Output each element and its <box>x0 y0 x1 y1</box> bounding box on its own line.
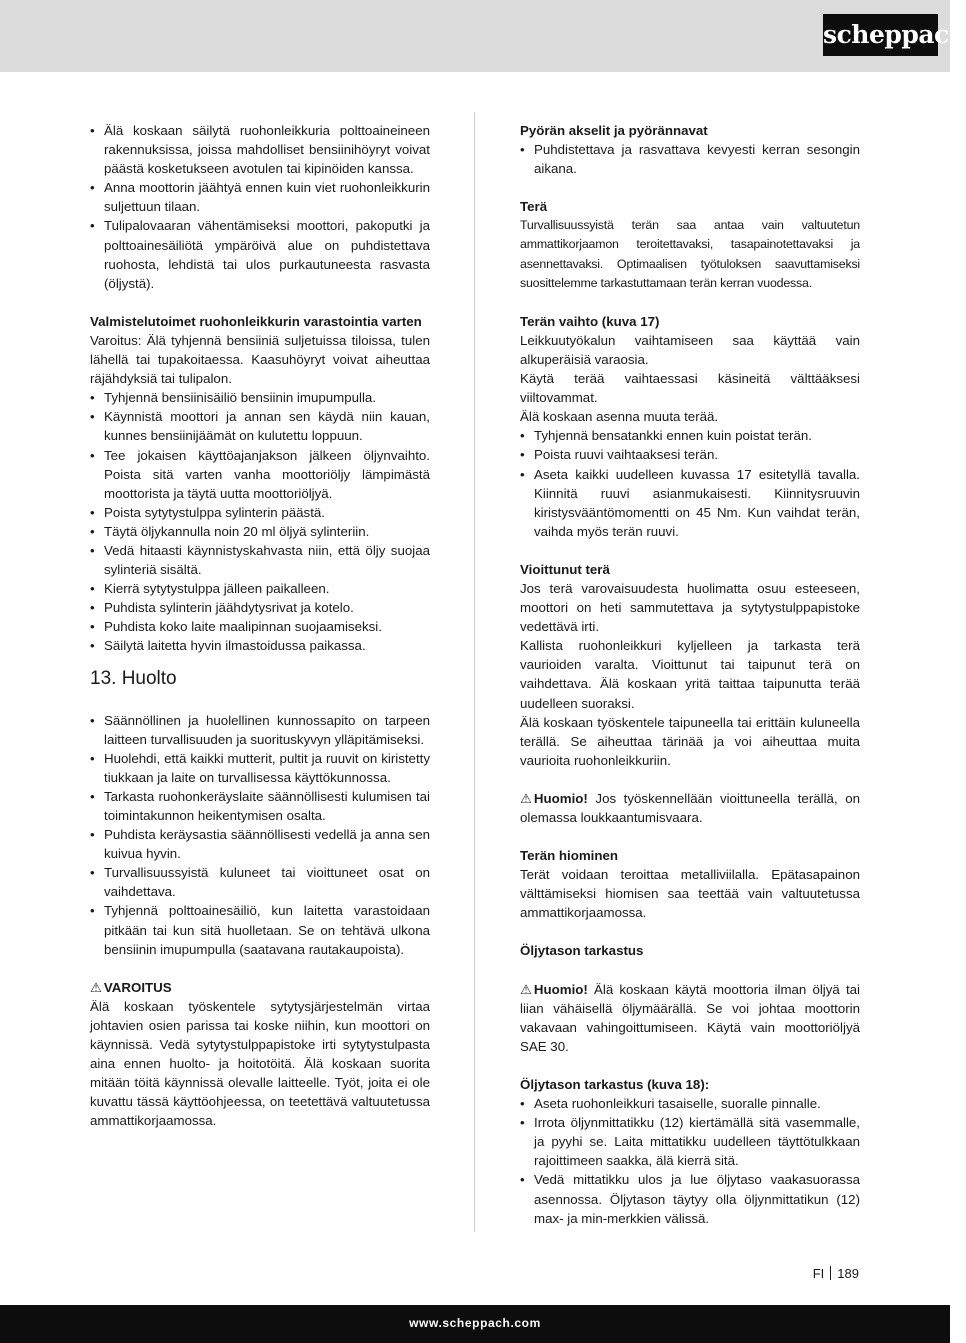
note-label: Huomio! <box>533 790 588 806</box>
list-item: • Älä koskaan säilytä ruohonleikkuria polttoaineineen rakennuksissa, joissa mahdolliset bensiinihöyryt voivat päästä kosketukseen avotulen tai kipinöiden kanssa. <box>90 121 430 178</box>
sharpen-text: Terät voidaan teroittaa metalliviilalla. Epätasapainon välttämiseksi hiomisen saa teettää vain valtuutetussa ammattikorjaamossa. <box>520 867 860 921</box>
note-text: Älä koskaan käytä moottoria ilman öljyä tai liian vähäisellä öljymäärällä. Se voi johtaa moottorin vakavaan vahingoittumiseen. Käytä vain moottoriöljyä SAE 30. <box>520 981 860 1054</box>
note-label: Huomio! <box>533 981 588 997</box>
axles-bullet-list <box>520 140 860 178</box>
note-paragraph <box>520 980 860 1056</box>
page-number-value: 189 <box>837 1266 859 1281</box>
oil-heading: Öljytason tarkastus <box>520 943 644 959</box>
warning-label: VAROITUS <box>103 979 172 995</box>
list-item: • Käynnistä moottori ja annan sen käydä niin kauan, kunnes bensiinijäämät on kulutettu loppuun. <box>90 407 430 445</box>
sharpen-heading: Terän hiominen <box>520 848 619 864</box>
list-item: • Anna moottorin jäähtyä ennen kuin viet ruohonleikkurin suljettuun tilaan. <box>90 178 430 216</box>
axles-heading: Pyörän akselit ja pyörännavat <box>520 123 708 138</box>
prep-text: Varoitus: Älä tyhjennä bensiiniä suljetuissa tiloissa, tulen lähellä tai tupakoitaessa. Kaasuhöyryt voivat aiheuttaa räjähdyksiä tai tulipalon. <box>90 332 430 387</box>
list-item: • Turvallisuussyistä kuluneet tai vioittuneet osat on vaihdettava. <box>90 863 430 901</box>
maintenance-bullet-list <box>90 711 430 959</box>
list-item: • Vedä mittatikku ulos ja lue öljytaso vaakasuorassa asennossa. Öljytason täytyy olla öljynmittatikun (12) max- ja min-merkkien välissä. <box>520 1170 860 1227</box>
blade-change-heading: Terän vaihto (kuva 17) <box>520 313 660 329</box>
note-text: Jos työskennellään vioittuneella terällä, on olemassa loukkaantumisvaara. <box>520 790 860 825</box>
blade-change-bullet-list <box>520 426 860 541</box>
list-item: • Tarkasta ruohonkeräyslaite säännöllisesti kulumisen tai toimintakunnon heikentymisen osalta. <box>90 787 430 825</box>
warning-icon: ⚠ <box>90 979 102 995</box>
blade-change-text: Älä koskaan asenna muuta terää. <box>520 409 719 425</box>
warning-heading <box>90 978 430 997</box>
list-item: • Täytä öljykannulla noin 20 ml öljyä sylinteriin. <box>90 522 430 541</box>
list-item: • Huolehdi, että kaikki mutterit, pultit ja ruuvit on kiristetty tiukkaan ja laite on turvallisessa käyttökunnossa. <box>90 749 430 787</box>
prep-heading: Valmistelutoimet ruohonleikkurin varastointia varten <box>90 313 422 329</box>
list-item: • Säilytä laitetta hyvin ilmastoidussa paikassa. <box>90 636 430 655</box>
list-item: • Kierrä sytytystulppa jälleen paikalleen. <box>90 579 430 598</box>
header-bar <box>0 0 966 72</box>
storage-bullet-list <box>90 121 430 293</box>
column-divider <box>474 112 475 1232</box>
list-item: • Irrota öljynmittatikku (12) kiertämällä sitä vasemmalle, ja pyyhi se. Laita mittatikku uudelleen täyttötulkkaan rajoittimeen saakka, älä kierrä sitä. <box>520 1113 860 1170</box>
list-item: • Poista ruuvi vaihtaaksesi terän. <box>520 445 860 464</box>
note-paragraph <box>520 789 860 827</box>
footer-bar <box>0 1305 950 1343</box>
list-item: • Tyhjennä bensatankki ennen kuin poistat terän. <box>520 426 860 445</box>
language-code: FI <box>812 1266 825 1281</box>
list-item: • Puhdista koko laite maalipinnan suojaamiseksi. <box>90 617 430 636</box>
list-item: • Poista sytytystulppa sylinterin päästä. <box>90 503 430 522</box>
list-item: • Puhdista keräysastia säännöllisesti vedellä ja anna sen kuivua hyvin. <box>90 825 430 863</box>
brand-logo: scheppach <box>823 14 938 56</box>
damaged-blade-text: Älä koskaan työskentele taipuneella tai erittäin kuluneella terällä. Se aiheuttaa tärinää ja voi aiheuttaa muita vaurioita ruohonleikkuriin. <box>520 714 860 768</box>
warning-icon: ⚠ <box>520 790 532 806</box>
blade-change-text: Käytä terää vaihtaessasi käsineitä välttääksesi viiltovammat. <box>520 371 860 406</box>
list-item: • Aseta kaikki uudelleen kuvassa 17 esitetyllä tavalla. Kiinnitä ruuvi asianmukaisesti. Kiinnitysruuvin kiristysvääntömomentti on 45 Nm. Kun vaihdat terän, vaihda myös terän ruuvi. <box>520 465 860 541</box>
warning-text: Älä koskaan työskentele sytytysjärjestelmän virtaa johtavien osien parissa tai koske niihin, kun moottori on käynnissä. Vedä sytytystulppapistoke irti sytytystulpasta aina ennen huolto- ja hoitotöitä. Älä koskaan suorita mitään töitä käynnissä olevalle laitteelle. Työt, joita ei ole kuvattu tässä käyttöohjeessa, on teetettävä valtuutetussa ammattikorjaamossa. <box>90 998 430 1129</box>
right-column <box>520 121 860 1228</box>
list-item: • Vedä hitaasti käynnistyskahvasta niin, että öljy suojaa sylinteriä sisältä. <box>90 541 430 579</box>
list-item: • Puhdista sylinterin jäähdytysrivat ja kotelo. <box>90 598 430 617</box>
damaged-blade-text: Jos terä varovaisuudesta huolimatta osuu esteeseen, moottori on heti sammutettava ja sytytystulppapistoke vedettävä irti. <box>520 580 860 635</box>
damaged-blade-heading: Vioittunut terä <box>520 561 610 577</box>
list-item: • Tyhjennä polttoainesäiliö, kun laitetta varastoidaan pitkään tai kun sitä huolletaan. Se on tehtävä ulkona bensiinin imupumpulla (saatavana rautakaupoista). <box>90 901 430 958</box>
list-item: • Tyhjennä bensiinisäiliö bensiinin imupumpulla. <box>90 388 430 407</box>
oil-check-bullet-list <box>520 1094 860 1228</box>
list-item: • Tulipalovaaran vähentämiseksi moottori, pakoputki ja polttoainesäiliötä ympäröivä alue on puhdistettava ruohosta, lehdistä tai ulos purkautuneesta rasvasta (öljystä). <box>90 216 430 292</box>
oil-check-heading: Öljytason tarkastus (kuva 18): <box>520 1076 710 1092</box>
prep-bullet-list <box>90 388 430 655</box>
warning-icon: ⚠ <box>520 981 532 997</box>
blade-change-text: Leikkuutyökalun vaihtamiseen saa käyttää vain alkuperäisiä varaosia. <box>520 332 860 367</box>
blade-heading: Terä <box>520 199 548 215</box>
list-item: • Puhdistettava ja rasvattava kevyesti kerran sesongin aikana. <box>520 140 860 178</box>
page-number <box>813 1266 859 1281</box>
list-item: • Säännöllinen ja huolellinen kunnossapito on tarpeen laitteen turvallisuuden ja suorituskyvyn ylläpitämiseksi. <box>90 711 430 749</box>
list-item: • Tee jokaisen käyttöajanjakson jälkeen öljynvaihto. Poista sitä varten vanha moottoriöljy lämpimästä moottorista ja täytä uutta moottoriöljyä. <box>90 446 430 503</box>
damaged-blade-text: Kallista ruohonleikkuri kyljelleen ja tarkasta terä vaurioiden varalta. Vioittunut tai taipunut terä on vaihdettava. Älä koskaan yritä taittaa taipunutta terää uudelleen suoraksi. <box>520 638 860 711</box>
list-item: • Aseta ruohonleikkuri tasaiselle, suoralle pinnalle. <box>520 1094 860 1113</box>
left-column <box>90 121 430 1131</box>
blade-text: Turvallisuussyistä terän saa antaa vain valtuutetun ammattikorjaamon teroitettavaksi, tasapainotettavaksi ja asennettavaksi. Optimaalisen työtuloksen saavuttamiseksi suosittelemme tarkastuttamaan terän kerran vuodessa. <box>520 218 860 290</box>
footer-url[interactable]: www.scheppach.com <box>409 1316 541 1330</box>
section-title: 13. Huolto <box>90 667 177 689</box>
